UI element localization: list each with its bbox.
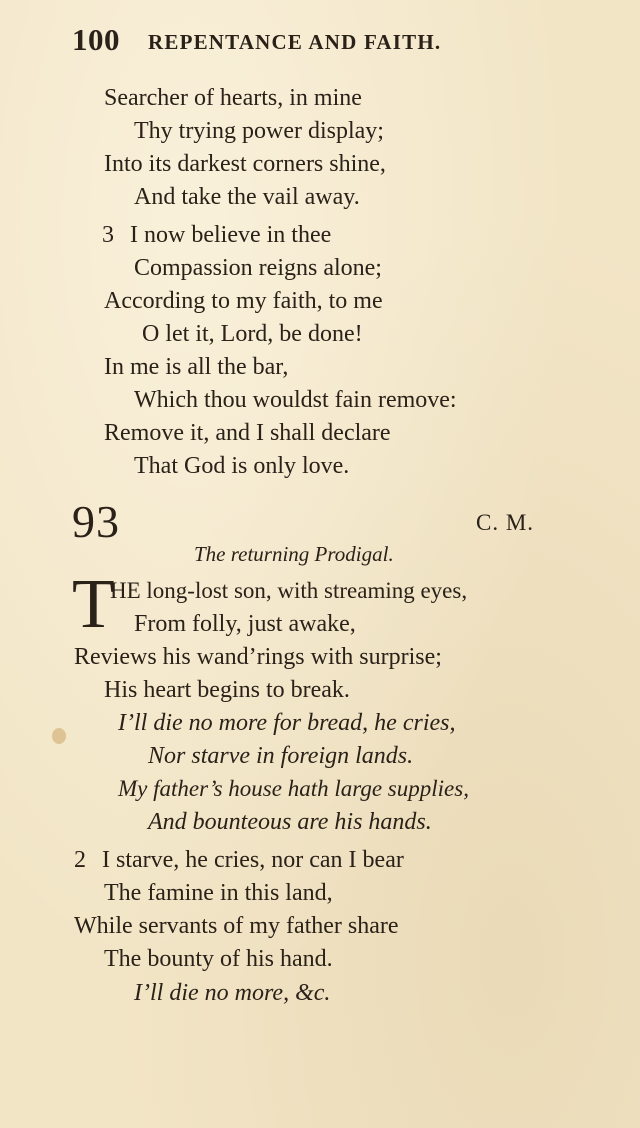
verse-line: Which thou wouldst fain remove: [134,387,457,413]
verse-line: Searcher of hearts, in mine [104,85,362,111]
refrain-line: I’ll die no more for bread, he cries, [118,710,456,736]
verse-line: According to my faith, to me [104,288,383,314]
verse-line: That God is only love. [134,453,350,479]
verse-line: Remove it, and I shall declare [104,420,391,446]
hymn-title: The returning Prodigal. [194,542,394,566]
refrain-line: And bounteous are his hands. [148,809,432,835]
first-line: HE long-lost son, with streaming eyes, [110,578,468,603]
verse-line: Into its darkest corners shine, [104,151,386,177]
verse-line-text: I starve, he cries, nor can I bear [102,847,404,873]
verse-line: Compassion reigns alone; [134,255,382,281]
hymn-meter: C. M. [476,510,535,535]
verse-line: While servants of my father share [74,913,399,939]
refrain-line: Nor starve in foreign lands. [148,743,414,769]
verse-2-first-line [74,844,404,876]
refrain-line: I’ll die no more, &c. [134,980,331,1006]
verse-line: Reviews his wand’rings with surprise; [74,644,442,670]
page-number: 100 [72,22,120,57]
hymn-number: 93 [72,496,120,547]
verse-line: And take the vail away. [134,184,360,210]
verse-line: His heart begins to break. [104,677,350,703]
verse-line: From folly, just awake, [134,611,356,637]
page-header [72,20,542,64]
verse-number: 2 [74,847,86,873]
verse-number: 3 [102,222,114,248]
verse-3-first-line [102,219,331,251]
verse-line-text: I now believe in thee [130,222,332,248]
verse-line: The bounty of his hand. [104,946,333,972]
drop-cap: T [72,566,115,643]
verse-line: In me is all the bar, [104,354,289,380]
verse-line: Thy trying power display; [134,118,384,144]
refrain-line: My father’s house hath large supplies, [118,776,469,801]
paper-stain [52,728,66,744]
verse-line: O let it, Lord, be done! [142,321,363,347]
running-head: REPENTANCE AND FAITH. [148,30,442,54]
verse-line: The famine in this land, [104,880,333,906]
